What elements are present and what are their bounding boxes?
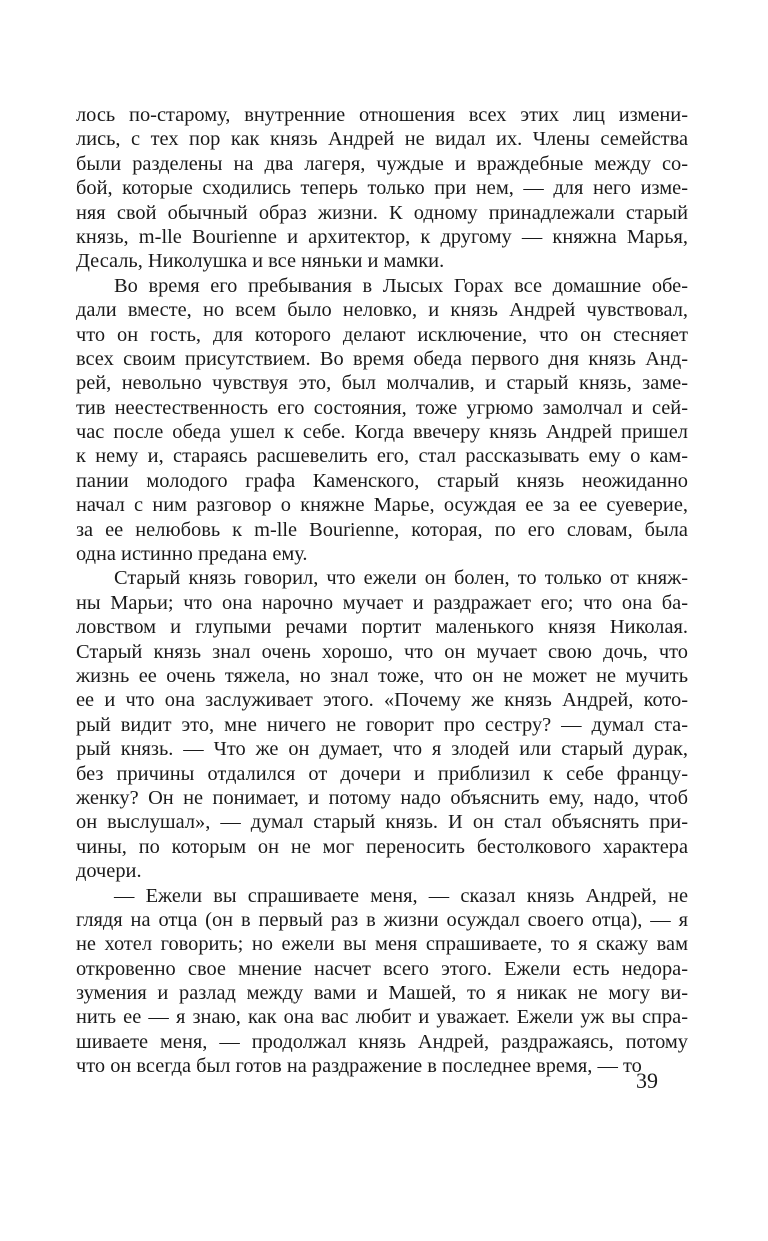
text-line: рей, невольно чувствуя это, был молчалив, и старый князь, заме- [76, 372, 688, 395]
text-line: глядя на отца (он в первый раз в жизни осуждал своего отца), — я [76, 908, 688, 931]
text-line: ее и что она заслуживает этого. «Почему же князь Андрей, кото- [76, 689, 688, 712]
text-line: что он гость, для которого делают исключение, что он стесняет [76, 323, 688, 346]
text-line: Старый князь знал очень хорошо, что он мучает свою дочь, что [76, 640, 688, 663]
text-line: Десаль, Николушка и все няньки и мамки. [76, 250, 445, 273]
text-line: дали вместе, но всем было неловко, и князь Андрей чувствовал, [76, 299, 688, 322]
text-line: князь, m-lle Bourienne и архитектор, к другому — княжна Марья, [76, 225, 688, 248]
text-line: ны Марьи; что она нарочно мучает и раздражает его; что она ба- [76, 591, 688, 614]
text-line: откровенно свое мнение насчет всего этого. Ежели есть недора- [76, 957, 688, 980]
paragraph [76, 566, 688, 883]
text-line: рый князь. — Что же он думает, что я злодей или старый дурак, [76, 738, 688, 761]
text-line: одна истинно предана ему. [76, 543, 308, 566]
text-line: женку? Он не понимает, и потому надо объяснить ему, надо, чтоб [76, 786, 688, 809]
text-line: час после обеда ушел к себе. Когда ввечеру князь Андрей пришел [76, 421, 688, 444]
body-text [76, 103, 688, 1079]
text-line: жизнь ее очень тяжела, но знал тоже, что он не может не мучить [76, 664, 688, 687]
text-line: Во время его пребывания в Лысых Горах все домашние обе- [114, 274, 688, 297]
text-line: бой, которые сходились теперь только при нем, — для него изме- [76, 177, 688, 200]
text-line: ловством и глупыми речами портит маленького князя Николая. [76, 616, 688, 639]
paragraph [76, 103, 688, 274]
text-line: рый видит это, мне ничего не говорит про сестру? — думал ста- [76, 713, 688, 736]
text-line: были разделены на два лагеря, чуждые и враждебные между со- [76, 152, 688, 175]
paragraph [76, 274, 688, 567]
text-line: зумения и разлад между вами и Машей, то я никак не могу ви- [76, 982, 688, 1005]
text-line: шиваете меня, — продолжал князь Андрей, раздражаясь, потому [76, 1030, 688, 1053]
page-number: 39 [636, 1068, 658, 1093]
text-line: няя свой обычный образ жизни. К одному принадлежали старый [76, 201, 688, 224]
text-line: чины, по которым он не мог переносить бестолкового характера [76, 835, 688, 858]
text-line: к нему и, стараясь расшевелить его, стал рассказывать ему о кам- [76, 445, 688, 468]
text-line: — Ежели вы спрашиваете меня, — сказал князь Андрей, не [114, 884, 688, 907]
text-line: за ее нелюбовь к m-lle Bourienne, которая, по его словам, была [76, 518, 688, 541]
text-line: пании молодого графа Каменского, старый князь неожиданно [76, 469, 688, 492]
text-line: Старый князь говорил, что ежели он болен, то только от княж- [114, 567, 688, 590]
text-line: лось по-старому, внутренние отношения всех этих лиц измени- [76, 104, 688, 126]
text-line: лись, с тех пор как князь Андрей не видал их. Члены семейства [76, 128, 688, 151]
text-line: не хотел говорить; но ежели вы меня спрашиваете, то я скажу вам [76, 933, 688, 956]
text-line: всех своим присутствием. Во время обеда первого дня князь Анд- [76, 347, 688, 370]
text-line: нить ее — я знаю, как она вас любит и уважает. Ежели уж вы спра- [76, 1006, 688, 1029]
text-line: дочери. [76, 860, 142, 883]
paragraph [76, 884, 688, 1079]
text-line: что он всегда был готов на раздражение в последнее время, — то [76, 1055, 642, 1078]
text-line: начал с ним разговор о княжне Марье, осуждая ее за ее суеверие, [76, 494, 688, 517]
text-line: без причины отдалился от дочери и приблизил к себе францу- [76, 762, 688, 785]
text-line: он выслушал», — думал старый князь. И он стал объяснять при- [76, 811, 688, 834]
text-line: тив неестественность его состояния, тоже угрюмо замолчал и сей- [76, 396, 688, 419]
